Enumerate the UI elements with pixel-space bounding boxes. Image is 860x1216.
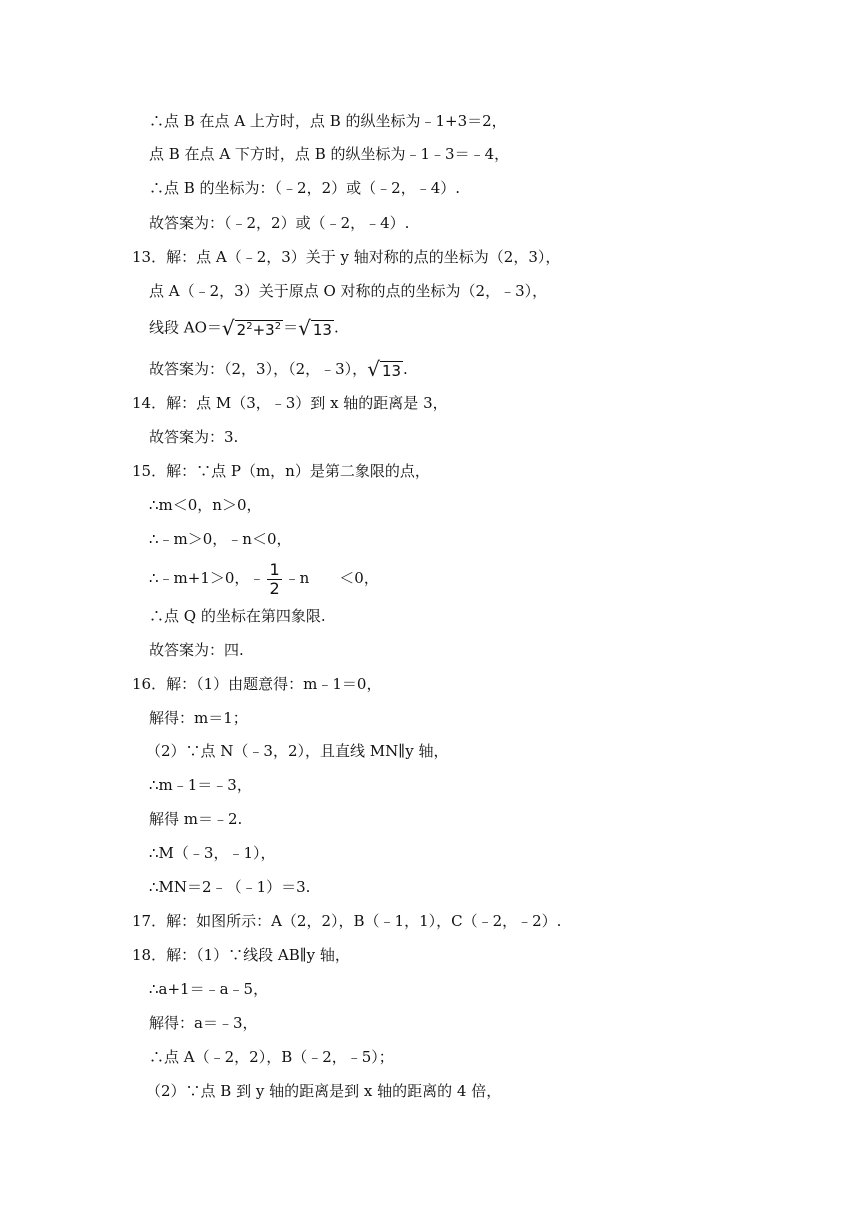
radicand: 13 — [381, 362, 402, 380]
radicand-part: +3 — [252, 321, 275, 339]
text-line: ∴﹣m＞0，﹣n＜0， — [149, 530, 292, 548]
radical-13: √ 13 — [298, 315, 332, 340]
problem-18-heading: 18．解：（1）∵线段 AB∥y 轴， — [132, 946, 350, 964]
text-line: 故答案为：3. — [149, 428, 239, 446]
text-line: 解得：m＝1； — [149, 709, 248, 727]
text-line: 点 B 在点 A 下方时，点 B 的纵坐标为﹣1﹣3＝﹣4， — [149, 145, 510, 163]
period: . — [403, 360, 408, 378]
text-line: ∴m＜0，n＞0， — [149, 496, 262, 514]
text-line: ∴a+1＝﹣a﹣5， — [149, 980, 269, 998]
text-line: ∴m﹣1＝﹣3， — [149, 776, 252, 794]
fraction-one-half — [267, 561, 281, 598]
radical-expression: √ $2^2+3^2$ — [221, 316, 282, 340]
formula-prefix: 线段 AO＝ — [149, 318, 222, 337]
text-line: 故答案为：四. — [149, 641, 244, 659]
exponent: 2 — [274, 321, 282, 332]
text-line: （2）∵点 B 到 y 轴的距离是到 x 轴的距离的 4 倍， — [146, 1082, 502, 1100]
text-line: ∴M（﹣3，﹣1）， — [149, 844, 276, 862]
denominator: 2 — [269, 578, 280, 598]
numerator: 1 — [269, 559, 280, 579]
exponent: 2 — [246, 321, 253, 332]
formula-line-fraction — [149, 559, 379, 598]
radicand-part: 2 — [236, 321, 247, 339]
text-line: 解得：a＝﹣3， — [149, 1014, 258, 1032]
text-line: ∴点 B 的坐标为：（﹣2，2）或（﹣2，﹣4）. — [149, 179, 461, 197]
problem-17-heading: 17．解：如图所示：A（2，2），B（﹣1，1），C（﹣2，﹣2）. — [132, 912, 562, 930]
problem-15-heading: 15．解：∵点 P（m，n）是第二象限的点， — [132, 462, 430, 480]
formula-suffix: ＜0， — [339, 569, 379, 587]
text-line: 故答案为：（﹣2，2）或（﹣2，﹣4）. — [149, 214, 410, 232]
text-line: 点 A（﹣2，3）关于原点 O 对称的点的坐标为（2，﹣3）， — [149, 282, 548, 300]
problem-13-heading: 13．解：点 A（﹣2，3）关于 y 轴对称的点的坐标为（2，3）， — [132, 248, 561, 266]
problem-14-heading: 14．解：点 M（3，﹣3）到 x 轴的距离是 3， — [132, 394, 448, 412]
text-line: 解得 m＝﹣2. — [149, 810, 243, 828]
text-line: ∴MN＝2﹣（﹣1）＝3. — [149, 878, 311, 896]
problem-16-heading: 16．解：（1）由题意得：m﹣1＝0， — [132, 675, 382, 693]
text-line: ∴点 A（﹣2，2），B（﹣2，﹣5）； — [149, 1048, 394, 1066]
formula-term: ﹣n — [284, 569, 310, 587]
text-line: ∴点 B 在点 A 上方时，点 B 的纵坐标为﹣1+3＝2， — [149, 112, 507, 130]
formula-line-ao — [149, 314, 339, 343]
answer-prefix: 故答案为：（2，3），（2，﹣3）， — [149, 360, 368, 378]
text-line: （2）∵点 N（﹣3，2），且直线 MN∥y 轴， — [146, 742, 449, 760]
period: . — [333, 318, 339, 337]
radical-13: √ 13 — [367, 357, 402, 381]
text-line: ∴点 Q 的坐标在第四象限. — [149, 607, 326, 625]
answer-line-13 — [149, 356, 408, 384]
radicand: 13 — [312, 320, 332, 339]
equals-sign: ＝ — [283, 318, 299, 337]
formula-prefix: ∴﹣m+1＞0，﹣ — [149, 569, 265, 587]
